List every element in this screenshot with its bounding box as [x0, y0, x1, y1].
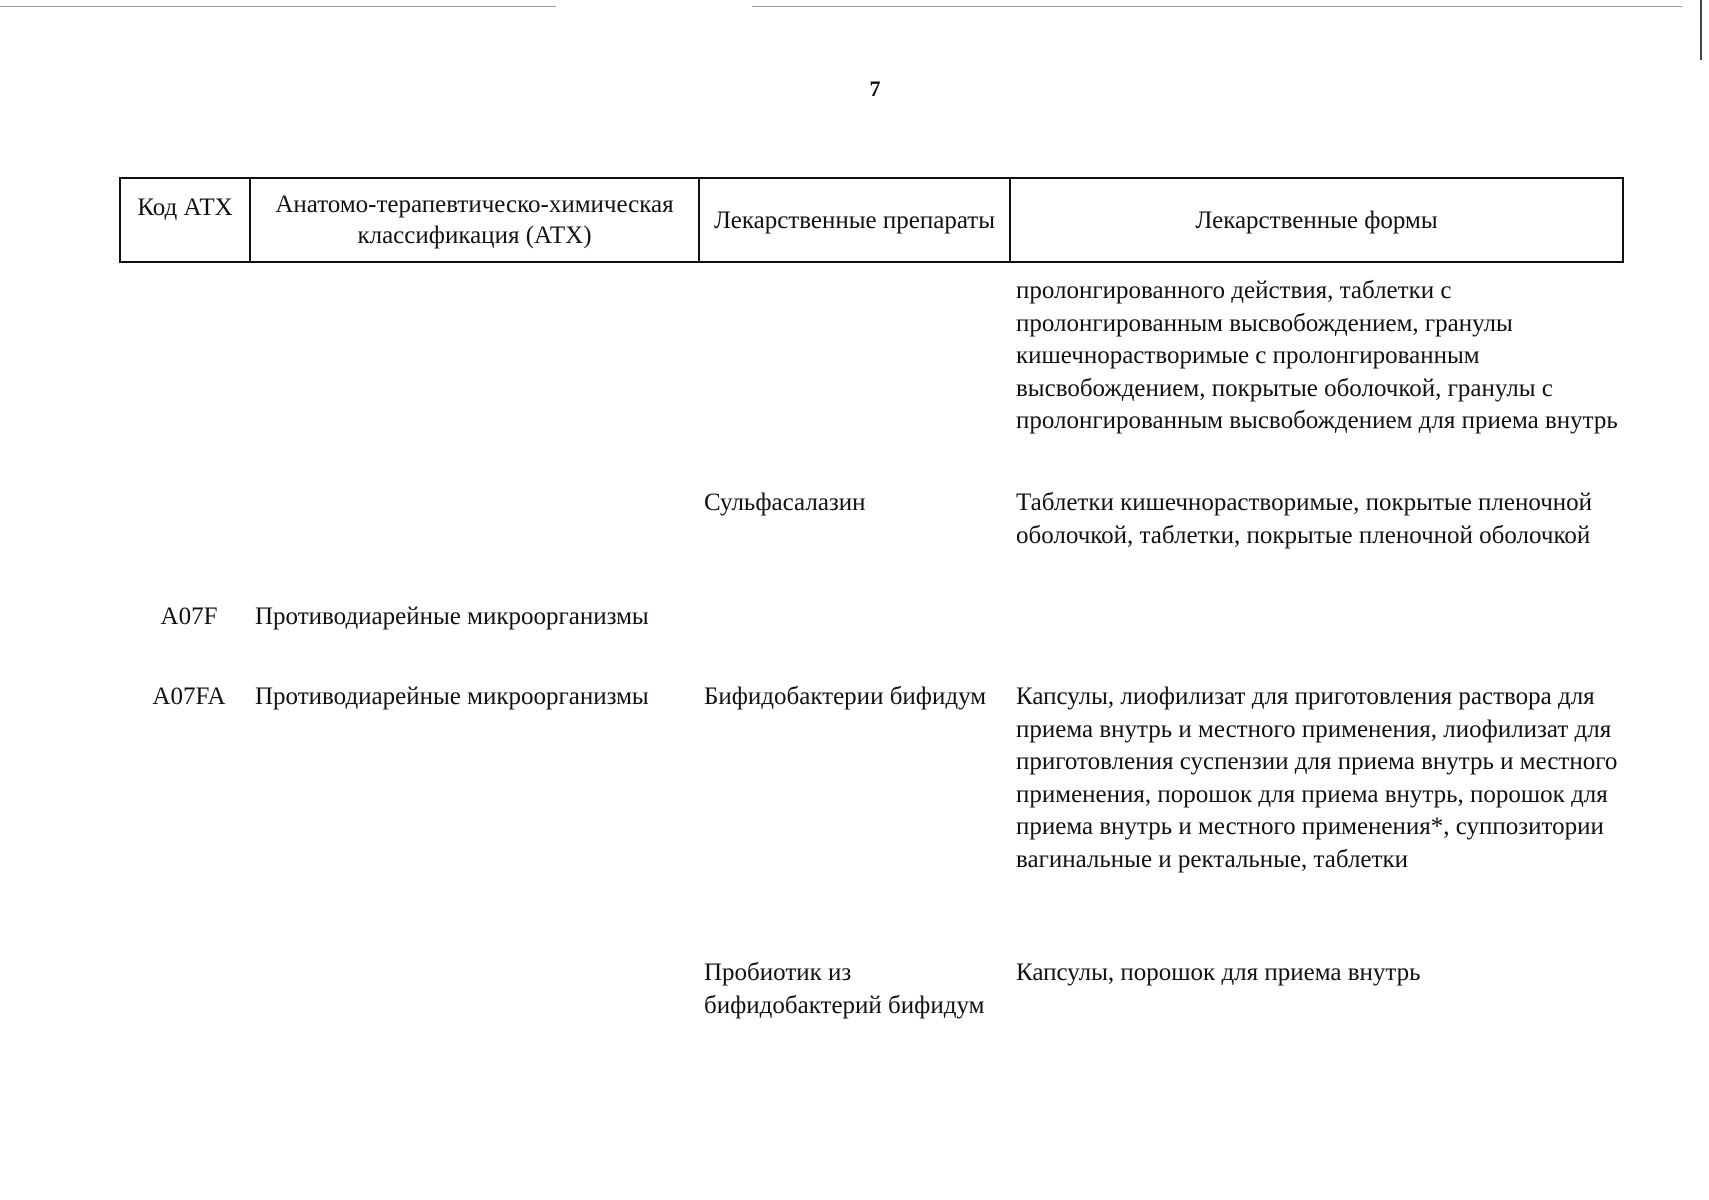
row-2-atc: Противодиарейные микроорганизмы — [255, 603, 649, 630]
scan-top-rule-right — [752, 6, 1682, 7]
row-4-drug: Пробиотик из бифидобактерий бифидум — [704, 959, 985, 1019]
header-code-atx: Код АТХ — [121, 179, 251, 261]
header-dosage-forms: Лекарственные формы — [1195, 206, 1438, 234]
row-3-code: A07FA — [152, 683, 226, 710]
scan-top-rule-left — [0, 6, 556, 7]
row-1-forms: Таблетки кишечнорастворимые, покрытые пленочной оболочкой, таблетки, покрытые пленочной оболочкой — [1016, 489, 1593, 549]
row-1-drug: Сульфасалазин — [704, 489, 866, 516]
scan-page-edge — [1700, 0, 1702, 60]
row-0-forms: пролонгированного действия, таблетки с пролонгированным высвобождением, гранулы кишечнорастворимые с пролонгированным высвобождением, покрытые оболочкой, гранулы с пролонгированным высвобождением для приема внутрь — [1016, 277, 1618, 434]
row-3-forms: Капсулы, лиофилизат для приготовления раствора для приема внутрь и местного применения, лиофилизат для приготовления суспензии для приема внутрь и местного применения, порошок для приема внутрь, порошок для приема внутрь и местного применения*, суппозитории вагинальные и ректальные, таблетки — [1016, 683, 1618, 873]
row-3-drug: Бифидобактерии бифидум — [704, 683, 987, 710]
row-4-forms: Капсулы, порошок для приема внутрь — [1016, 959, 1421, 986]
header-atc-classification: Анатомо-терапевтическо-химическая классификация (АТХ) — [251, 179, 700, 261]
page-number: 7 — [869, 76, 881, 101]
row-2-code: A07F — [160, 603, 218, 630]
table-header — [119, 177, 1624, 263]
row-3-atc: Противодиарейные микроорганизмы — [255, 683, 649, 710]
header-drugs: Лекарственные препараты — [700, 179, 1011, 261]
